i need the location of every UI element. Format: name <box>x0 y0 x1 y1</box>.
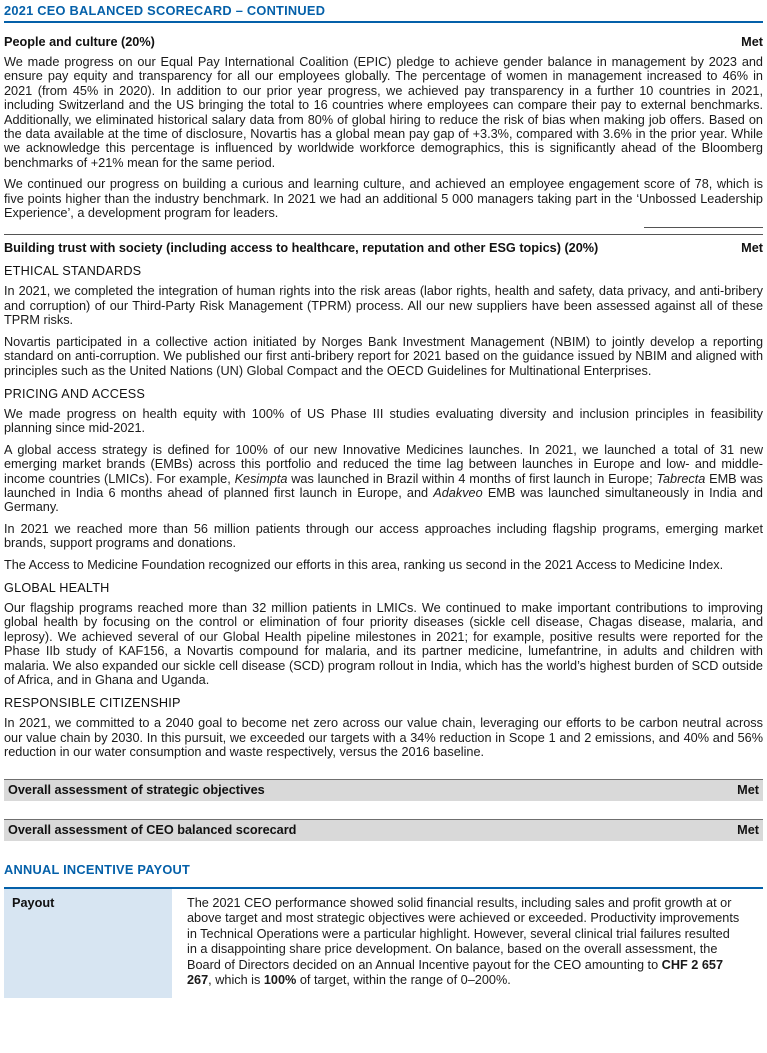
document-title: 2021 CEO BALANCED SCORECARD – CONTINUED <box>4 3 326 18</box>
global-health-paragraph-1: Our flagship programs reached more than 32 million patients in LMICs. We continued to make important contributions to improving global health by focusing on the control or elimination of four priority diseases (sickle cell disease, Chagas disease, malaria, and leprosy). We achieved several of our Global Health pipeline milestones in 2021; for example, positive results were reported for the Phase IIb study of KAF156, a Novartis compound for malaria, and its partner medicine, lumefantrine, in adults and children with malaria. We also expanded our sickle cell disease (SCD) program rollout in India, which has the world’s highest burden of SCD outside of Africa, and in Ghana and Uganda. <box>4 600 763 687</box>
drug-name-tabrecta: Tabrecta <box>656 471 706 486</box>
text-segment: A global access strategy is defined for 100% of our new Innovative Medicines launches. In 2021, we launched a total of 31 new emerging market brands (EMBs) across this portfolio and reduced the time lag between launches in Europe and low- and middle-income countries (LMICs). For example, <box>4 442 763 486</box>
ethical-paragraph-1: In 2021, we completed the integration of human rights into the risk areas (labor rights, health and safety, data privacy, and anti-bribery and corruption) of our Third-Party Risk Management (TPRM) process. All our new suppliers have been assessed against all of these TPRM risks. <box>4 284 763 328</box>
text-segment: , which is <box>208 973 264 988</box>
drug-name-adakveo: Adakveo <box>433 485 483 500</box>
payout-table <box>4 887 763 998</box>
assessment-strategic-objectives-label: Overall assessment of strategic objectives <box>8 783 265 798</box>
status-column-rule <box>644 227 763 228</box>
responsible-citizenship-heading: RESPONSIBLE CITIZENSHIP <box>4 696 181 711</box>
assessment-ceo-scorecard <box>4 819 763 841</box>
people-culture-header-row <box>4 35 763 49</box>
section-building-trust <box>4 234 763 759</box>
pricing-paragraph-2 <box>4 443 763 515</box>
assessment-strategic-objectives-status: Met <box>737 783 759 798</box>
payout-percent-of-target: 100% <box>263 973 297 988</box>
people-culture-paragraph-2: We continued our progress on building a curious and learning culture, and achieved an employee engagement score of 78, which is five points higher than the industry benchmark. In 2021 we had an additional 5 000 managers taking part in the ‘Unbossed Leadership Experience’, a development program for leaders. <box>4 177 763 221</box>
ethical-paragraph-2: Novartis participated in a collective action initiated by Norges Bank Investment Management (NBIM) to jointly develop a reporting standard on anti-corruption. We published our first anti-bribery report for 2021 based on the guidance issued by NBIM and aligned with principles such as the United Nations (UN) Global Compact and the OECD Guidelines for Multinational Enterprises. <box>4 334 763 378</box>
text-segment: EMB was launched simultaneously in India and Germany. <box>4 485 763 515</box>
payout-description <box>187 896 743 989</box>
payout-text-cell <box>172 889 763 998</box>
responsible-citizenship-paragraph-1: In 2021, we committed to a 2040 goal to become net zero across our value chain, leveraging our efforts to be carbon neutral across our value chain by 2030. In this pursuit, we exceeded our targets with a 34% reduction in Scope 1 and 2 emissions, and 40% and 56% reduction in our water consumption and waste respectively, versus the 2016 baseline. <box>4 716 763 760</box>
pricing-access-heading: PRICING AND ACCESS <box>4 386 146 401</box>
text-segment: of target, within the range of 0–200%. <box>296 973 511 988</box>
assessment-ceo-scorecard-label: Overall assessment of CEO balanced scorecard <box>8 823 297 838</box>
building-trust-header-row <box>4 241 763 255</box>
text-segment: EMB was launched in India 6 months ahead of planned first launch in Europe, and <box>4 471 763 500</box>
people-culture-paragraph-1: We made progress on our Equal Pay International Coalition (EPIC) pledge to achieve gender balance in management by 2023 and ensure pay equity and transparency for all our employees globally. The percentage of women in management increased to 46% in 2021 (from 45% in 2020). In addition to our prior year progress, we achieved pay transparency in a further 10 countries in 2021, including Switzerland and the US bringing the total to 16 countries where employees can compare their pay to external benchmarks. Additionally, we eliminated historical salary data from 80% of global hiring to reduce the risk of bias when making job offers. Based on the data available at the time of disclosure, Novartis has a global mean pay gap of +3.3%, compared with 3.6% in the prior year. While we acknowledge this percentage is influenced by worldwide workforce demographics, this is significantly ahead of the Bloomberg benchmarks of +21% mean for the same period. <box>4 55 763 170</box>
drug-name-kesimpta: Kesimpta <box>234 471 288 486</box>
payout-label: Payout <box>12 895 55 910</box>
section-people-and-culture <box>4 35 763 220</box>
text-segment: The 2021 CEO performance showed solid financial results, including sales and profit growth at or above target and most strategic objectives were achieved or exceeded. Productivity improvements in Technical Operations were a particular highlight. However, several clinical trial failures resulted in a disappointing share price development. On balance, based on the overall assessment, the Board of Directors decided on an Annual Incentive payout for the CEO amounting to <box>187 895 740 972</box>
annual-incentive-payout-heading: ANNUAL INCENTIVE PAYOUT <box>4 861 191 877</box>
payout-label-cell <box>4 889 172 998</box>
pricing-paragraph-4: The Access to Medicine Foundation recognized our efforts in this area, ranking us second in the 2021 Access to Medicine Index. <box>4 557 724 572</box>
pricing-paragraph-3: In 2021 we reached more than 56 million patients through our access approaches including flagship programs, emerging market brands, support programs and donations. <box>4 521 763 551</box>
ethical-standards-heading: ETHICAL STANDARDS <box>4 264 142 279</box>
global-health-heading: GLOBAL HEALTH <box>4 580 110 595</box>
header-rule <box>4 21 763 23</box>
document-header <box>4 3 763 23</box>
people-culture-title: People and culture (20%) <box>4 35 155 49</box>
building-trust-status: Met <box>741 241 763 256</box>
assessment-ceo-scorecard-status: Met <box>737 823 759 838</box>
building-trust-title: Building trust with society (including access to healthcare, reputation and other ESG topics) (20%) <box>4 241 599 256</box>
pricing-paragraph-1: We made progress on health equity with 100% of US Phase III studies evaluating diversity and inclusion principles in feasibility planning since mid-2021. <box>4 406 763 436</box>
assessment-strategic-objectives <box>4 779 763 801</box>
people-culture-status: Met <box>741 35 763 49</box>
payout-amount: CHF 2 657 267 <box>187 957 724 988</box>
text-segment: was launched in Brazil within 4 months of first launch in Europe; <box>287 471 657 486</box>
